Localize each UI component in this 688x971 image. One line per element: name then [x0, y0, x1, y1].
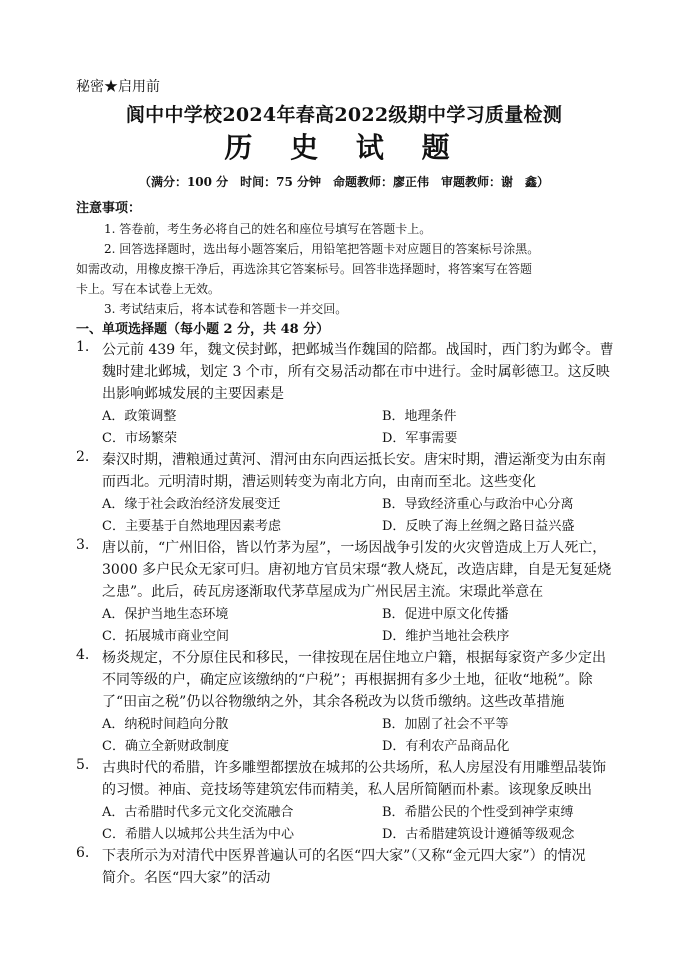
- exam-title: 阆中中学校2024年春高2022级期中学习质量检测: [125, 104, 563, 126]
- stem-line: 出影响邺城发展的主要因素是: [102, 386, 284, 402]
- question-number: 1.: [76, 339, 90, 355]
- stem-line: 了“田亩之税”仍以谷物缴纳之外，其余各税改为以货币缴纳。这些改革措施: [102, 694, 565, 710]
- note-line: 3. 考试结束后，将本试卷和答题卡一并交回。: [104, 302, 348, 316]
- question-1: [76, 339, 616, 449]
- option-d: D．有利农产品商品化: [382, 739, 510, 754]
- question-3: [76, 537, 616, 647]
- question-stem: [102, 339, 616, 405]
- option-b: B．希腊公民的个性受到神学束缚: [382, 805, 574, 820]
- option-a: A．政策调整: [102, 409, 177, 424]
- stem-line: 下表所示为对清代中医界普遍认可的名医“四大家”（又称“金元四大家”）的情况: [102, 848, 586, 864]
- option-a: A．纳税时间趋向分散: [102, 717, 229, 732]
- stem-line: 魏时建北邺城，划定 3 个市，所有交易活动都在市中进行。金时属彰德卫。这反映: [102, 364, 610, 380]
- subject-title: 历 史 试 题: [224, 131, 464, 164]
- exam-meta: （满分：100 分 时间：75 分钟 命题教师：廖正伟 审题教师：谢 鑫）: [138, 175, 550, 189]
- question-stem: [102, 757, 616, 801]
- stem-line: 秦汉时期，漕粮通过黄河、渭河由东向西运抵长安。唐宋时期，漕运渐变为由东南: [102, 452, 606, 468]
- question-number: 4.: [76, 647, 90, 663]
- question-4: [76, 647, 616, 757]
- note-line: 1. 答卷前，考生务必将自己的姓名和座位号填写在答题卡上。: [104, 222, 432, 236]
- option-b: B．加剧了社会不平等: [382, 717, 509, 732]
- question-number: 5.: [76, 757, 90, 773]
- option-a: A．缘于社会政治经济发展变迁: [102, 497, 281, 512]
- question-5: [76, 757, 616, 845]
- option-a: A．保护当地生态环境: [102, 607, 229, 622]
- stem-line: 公元前 439 年，魏文侯封邺，把邺城当作魏国的陪都。战国时，西门豹为邺令。曹: [102, 342, 614, 358]
- note-line: 2. 回答选择题时，选出每小题答案后，用铅笔把答题卡对应题目的答案标号涂黑。: [104, 242, 540, 256]
- option-b: B．地理条件: [382, 409, 457, 424]
- confidential-label: 秘密★启用前: [76, 79, 160, 95]
- stem-line: 的习惯。神庙、竞技场等建筑宏伟而精美，私人居所简陋而朴素。该现象反映出: [102, 782, 592, 798]
- option-d: D．军事需要: [382, 431, 458, 446]
- option-b: B．促进中原文化传播: [382, 607, 509, 622]
- question-number: 6.: [76, 845, 90, 861]
- option-a: A．古希腊时代多元文化交流融合: [102, 805, 294, 820]
- question-6: [76, 845, 616, 889]
- option-d: D．反映了海上丝绸之路日益兴盛: [382, 519, 575, 534]
- question-stem: [102, 537, 616, 603]
- note-line: 卡上。写在本试卷上无效。: [76, 282, 221, 296]
- stem-line: 3000 多户民众无家可归。唐初地方官员宋璟“教人烧瓦，改造店肆，自是无复延烧: [102, 562, 612, 578]
- stem-line: 不同等级的户，确定应该缴纳的“户税”；再根据拥有多少土地，征收“地税”。除: [102, 672, 593, 688]
- stem-line: 而西北。元明清时期，漕运则转变为南北方向，由南而至北。这些变化: [102, 474, 536, 490]
- stem-line: 杨炎规定，不分原住民和移民，一律按现在居住地立户籍，根据每家资产多少定出: [102, 650, 606, 666]
- section-heading: 一、单项选择题（每小题 2 分，共 48 分）: [76, 322, 330, 337]
- question-stem: [102, 845, 616, 889]
- stem-line: 简介。名医“四大家”的活动: [102, 870, 271, 886]
- option-c: C．希腊人以城邦公共生活为中心: [102, 827, 294, 842]
- option-d: D．维护当地社会秩序: [382, 629, 510, 644]
- question-number: 2.: [76, 449, 90, 465]
- stem-line: 唐以前，“广州旧俗，皆以竹茅为屋”，一场因战争引发的火灾曾造成上万人死亡，: [102, 540, 607, 556]
- question-2: [76, 449, 616, 537]
- notes-title: 注意事项：: [76, 201, 142, 216]
- option-b: B．导致经济重心与政治中心分离: [382, 497, 574, 512]
- stem-line: 古典时代的希腊，许多雕塑都摆放在城邦的公共场所，私人房屋没有用雕塑品装饰: [102, 760, 606, 776]
- option-c: C．主要基于自然地理因素考虑: [102, 519, 281, 534]
- option-d: D．古希腊建筑设计遵循等级观念: [382, 827, 575, 842]
- question-stem: [102, 647, 616, 713]
- question-stem: [102, 449, 616, 493]
- question-number: 3.: [76, 537, 90, 553]
- note-line: 如需改动，用橡皮擦干净后，再选涂其它答案标号。回答非选择题时，将答案写在答题: [76, 262, 533, 276]
- stem-line: 之患”。此后，砖瓦房逐渐取代茅草屋成为广州民居主流。宋璟此举意在: [102, 584, 544, 600]
- option-c: C．拓展城市商业空间: [102, 629, 229, 644]
- option-c: C．市场繁荣: [102, 431, 177, 446]
- option-c: C．确立全新财政制度: [102, 739, 229, 754]
